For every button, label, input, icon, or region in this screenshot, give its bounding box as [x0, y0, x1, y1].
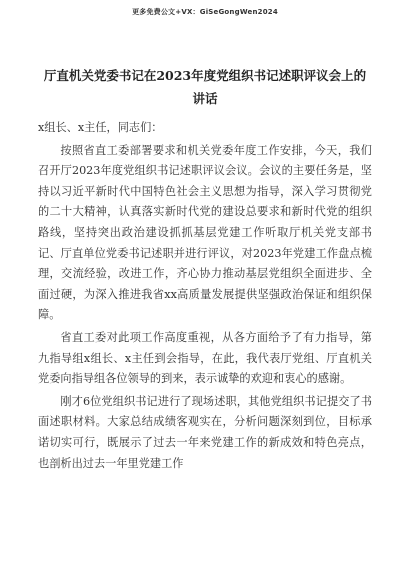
- paragraph-2: 省直工委对此项工作高度重视，从各方面给予了有力指导，第九指导组x组长、x主任到会指导，在此，我代表厅党组、厅直机关党委向指导组各位领导的到来，表示诚挚的欢迎和衷心的感谢。: [38, 330, 372, 386]
- document-title: [40, 64, 370, 110]
- document-body: [38, 118, 372, 476]
- title-line-1: 厅直机关党委书记在2023年度党组织书记述职评议会上的: [43, 68, 367, 83]
- header-note: 更多免费公文+VX：GiSeGongWen2024: [132, 8, 278, 16]
- title-line-2: 讲话: [192, 91, 218, 106]
- salutation: x组长、x主任，同志们：: [38, 121, 163, 134]
- paragraph-1: 按照省直工委部署要求和机关党委年度工作安排，今天，我们召开厅2023年度党组织书记述职评议会议。会议的主要任务是，坚持以习近平新时代中国特色社会主义思想为指导，深入学习贯彻党的二十大精神，认真落实新时代党的建设总要求和新时代党的组织路线，坚持突出政治建设抓抓基层党建工作听取厅机关党支部书记、厅直单位党委书记述职并进行评议，对2023年党建工作盘点梳理，交流经验，改进工作，齐心协力推动基层党组织全面进步、全面过硬，为深入推进我省xx高质量发展提供坚强政治保证和组织保障。: [38, 143, 372, 322]
- paragraph-3: 刚才6位党组织书记进行了现场述职，其他党组织书记提交了书面述职材料。大家总结成绩客观实在，分析问题深刻到位，目标承诺切实可行，既展示了过去一年来党建工作的新成效和特色亮点，也剖析出过去一年里党建工作: [38, 394, 372, 470]
